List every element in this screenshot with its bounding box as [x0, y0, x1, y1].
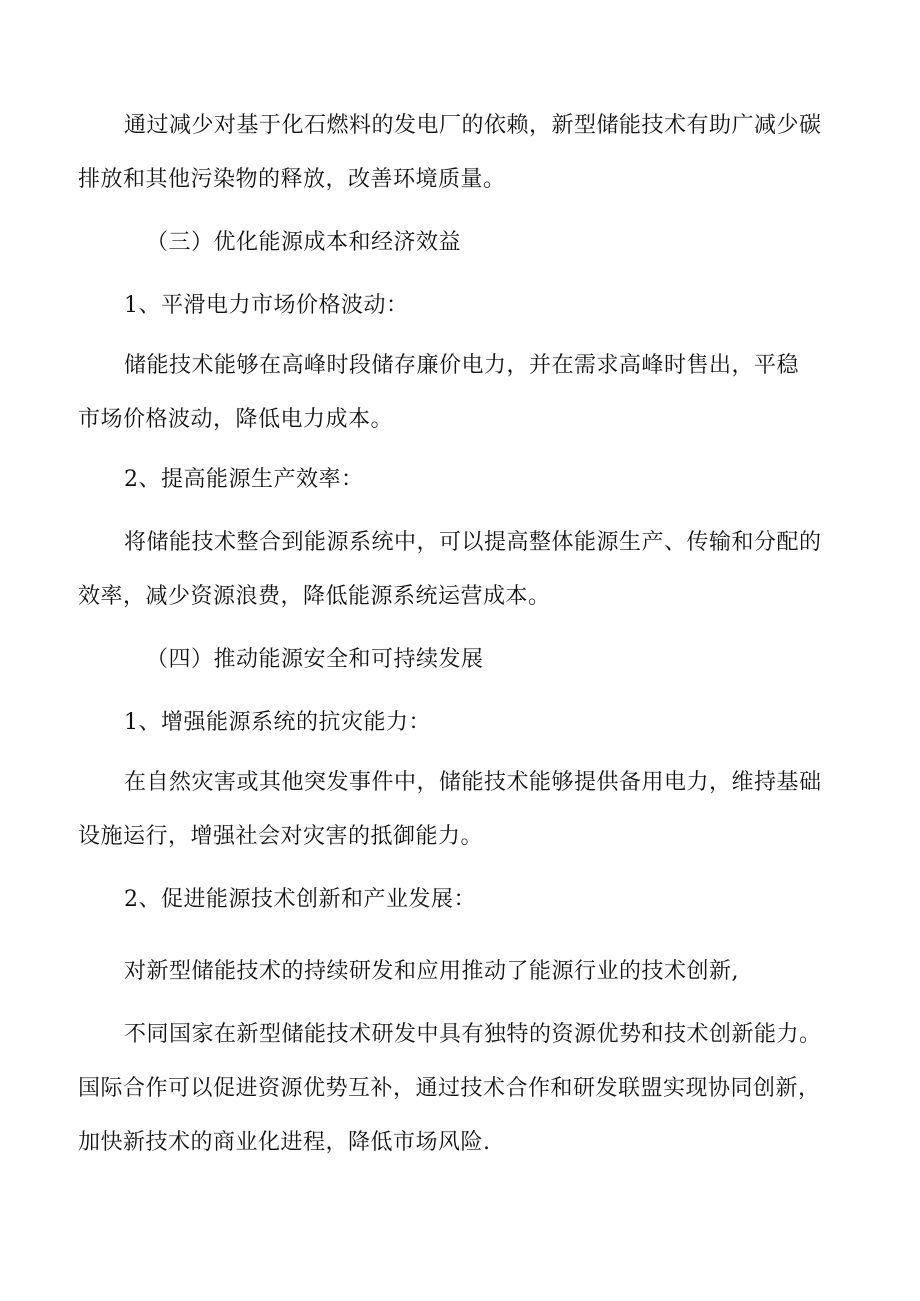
section-heading: （四）推动能源安全和可持续发展 [146, 647, 484, 672]
subsection-heading: 1、增强能源系统的抗灾能力： [124, 710, 431, 735]
paragraph-line: 储能技术能够在高峰时段储存廉价电力，并在需求高峰时售出，平稳 [124, 353, 800, 378]
paragraph-line: 不同国家在新型储能技术研发中具有独特的资源优势和技术创新能力。 [124, 1022, 822, 1047]
paragraph-line: 设施运行，增强社会对灾害的抵御能力。 [78, 824, 484, 849]
paragraph-line: 对新型储能技术的持续研发和应用推动了能源行业的技术创新, [124, 959, 739, 984]
paragraph-line: 通过减少对基于化石燃料的发电厂的依赖，新型储能技术有助广减少碳 [124, 113, 822, 138]
section-heading: （三）优化能源成本和经济效益 [146, 230, 462, 255]
paragraph-line: 市场价格波动，降低电力成本。 [78, 407, 394, 432]
paragraph-line: 将储能技术整合到能源系统中，可以提高整体能源生产、传输和分配的 [124, 530, 822, 555]
paragraph-line: 排放和其他污染物的释放，改善环境质量。 [78, 167, 506, 192]
paragraph-line: 效率，减少资源浪费，降低能源系统运营成本。 [78, 584, 551, 609]
subsection-heading: 1、平滑电力市场价格波动： [124, 293, 409, 318]
paragraph-line: 加快新技术的商业化进程，降低市场风险. [78, 1130, 491, 1155]
subsection-heading: 2、提高能源生产效率： [124, 467, 364, 492]
paragraph-line: 国际合作可以促进资源优势互补，通过技术合作和研发联盟实现协同创新， [78, 1076, 821, 1101]
paragraph-line: 在自然灾害或其他突发事件中，储能技术能够提供备用电力，维持基础 [124, 770, 822, 795]
subsection-heading: 2、促进能源技术创新和产业发展： [124, 887, 476, 912]
